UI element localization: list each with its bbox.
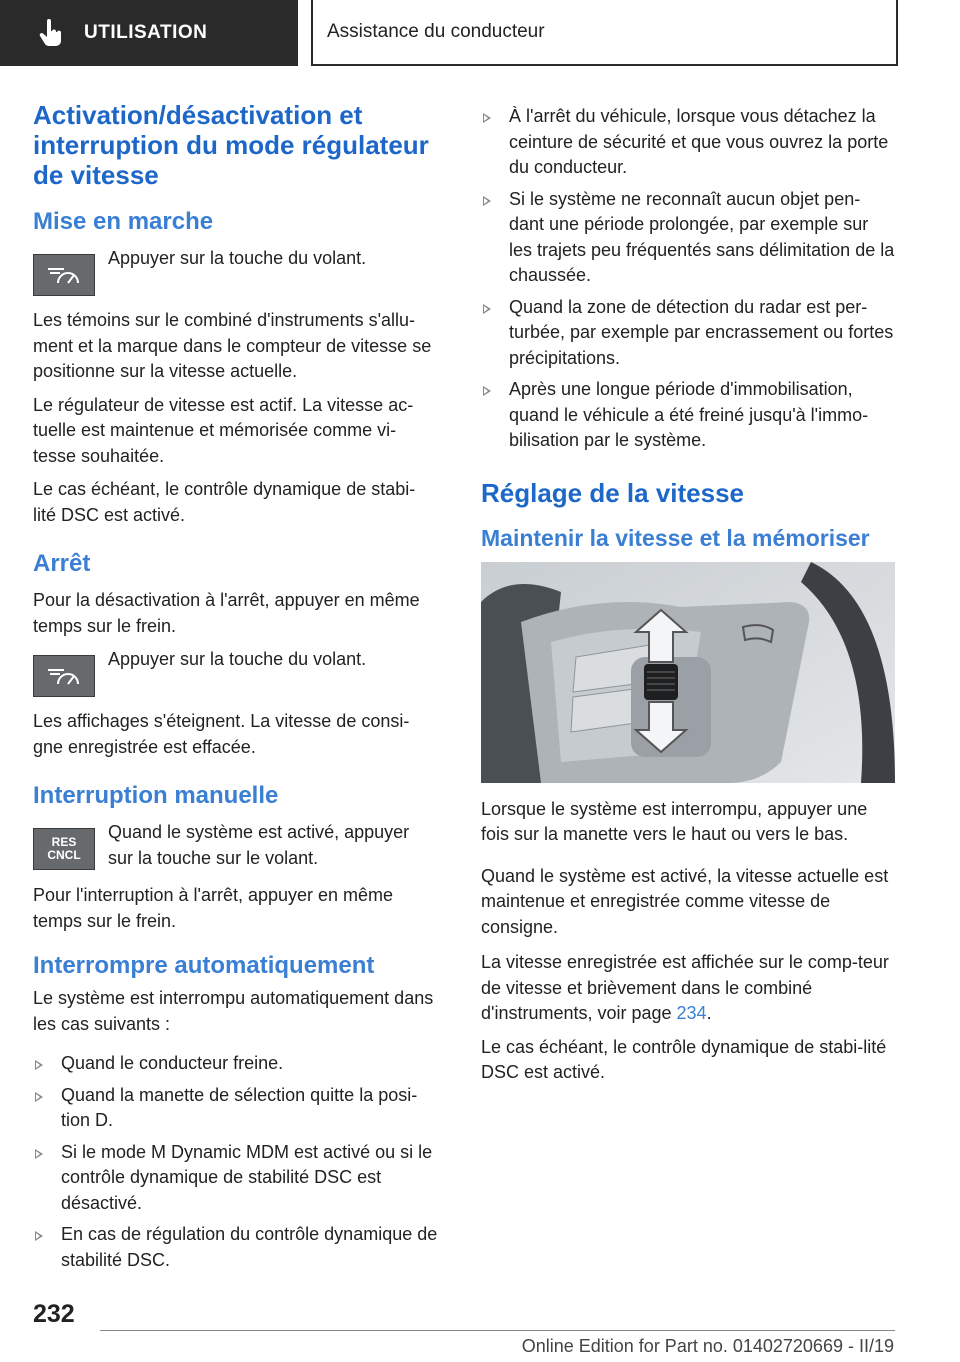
stop-button-text: Appuyer sur la touche du volant. [108, 649, 367, 669]
auto-list-left [33, 1051, 438, 1273]
steering-wheel-illustration [481, 562, 895, 783]
res-cncl-key-icon [33, 828, 95, 870]
heading-auto: Interrompre automatiquement [33, 952, 375, 979]
manual-button-row [33, 820, 438, 871]
list-item: Quand la manette de sélection quitte la posi-tion D. [33, 1083, 438, 1134]
footer-divider [100, 1330, 895, 1331]
page-link[interactable]: 234 [676, 1003, 707, 1023]
heading-manual: Interruption manuelle [33, 782, 279, 809]
subsection-label: Assistance du conducteur [327, 21, 545, 42]
stop-button-row [33, 647, 438, 697]
list-item: En cas de régulation du contrôle dynamique de stabilité DSC. [33, 1222, 438, 1273]
hand-pointer-icon [38, 19, 64, 47]
list-item: Si le mode M Dynamic MDM est activé ou si le contrôle dynamique de stabilité DSC est désactivé. [33, 1140, 438, 1217]
stop-paragraph-2: Les affichages s'éteignent. La vitesse de consi-gne enregistrée est effacée. [33, 711, 410, 757]
list-item: Après une longue période d'immobilisation, quand le véhicule a été freiné jusqu'à l'immo-bilisation par le système. [481, 377, 895, 454]
section-tab [0, 0, 298, 66]
page-number: 232 [33, 1300, 75, 1328]
keep-paragraph-2: Quand le système est activé, la vitesse actuelle est maintenue et enregistrée comme vitesse de consigne. [481, 865, 889, 937]
res-label: RES [51, 835, 77, 849]
triangle-bullet-icon [35, 1092, 43, 1102]
heading-start: Mise en marche [33, 208, 214, 235]
right-title: Réglage de la vitesse [481, 477, 745, 508]
steering-wheel-photo [481, 562, 895, 783]
triangle-bullet-icon [35, 1149, 43, 1159]
left-title: Activation/désactivation et interruption du mode régulateur de vitesse [33, 100, 429, 190]
keep-paragraph-1: Lorsque le système est interrompu, appuyer une fois sur la manette vers le haut ou vers le bas. [481, 798, 868, 844]
start-paragraph-3: Le cas échéant, le contrôle dynamique de stabi-lité DSC est activé. [33, 479, 416, 525]
heading-stop: Arrêt [33, 550, 91, 577]
triangle-bullet-icon [35, 1060, 43, 1070]
triangle-bullet-icon [35, 1231, 43, 1241]
manual-button-text: Quand le système est activé, appuyer sur la touche sur le volant. [108, 822, 410, 868]
list-item: À l'arrêt du véhicule, lorsque vous détachez la ceinture de sécurité et que vous ouvrez la porte du conducteur. [481, 104, 895, 181]
heading-keep: Maintenir la vitesse et la mémoriser [481, 524, 870, 551]
left-column [33, 100, 438, 1283]
cncl-label: CNCL [47, 848, 81, 862]
speedometer-arrow-icon [44, 664, 84, 688]
keep-paragraph-3: La vitesse enregistrée est affichée sur le comp-teur de vitesse et brièvement dans le combiné d'instruments, voir page 234. [481, 952, 889, 1023]
triangle-bullet-icon [483, 196, 491, 206]
start-paragraph-2: Le régulateur de vitesse est actif. La vitesse ac-tuelle est maintenue et mémorisée comme vi-tesse souhaitée. [33, 394, 414, 466]
auto-list-right [481, 104, 895, 454]
stop-paragraph-1: Pour la désactivation à l'arrêt, appuyer en même temps sur le frein. [33, 590, 420, 636]
manual-paragraph-1: Pour l'interruption à l'arrêt, appuyer en même temps sur le frein. [33, 885, 394, 931]
start-button-text: Appuyer sur la touche du volant. [108, 248, 367, 268]
triangle-bullet-icon [483, 386, 491, 396]
speedometer-arrow-icon [44, 263, 84, 287]
section-label: UTILISATION [84, 22, 208, 43]
right-column [481, 104, 895, 1094]
cruise-control-key-icon [33, 655, 95, 697]
list-item: Quand la zone de détection du radar est per-turbée, par exemple par encrassement ou fortes précipitations. [481, 295, 895, 372]
triangle-bullet-icon [483, 304, 491, 314]
list-item: Quand le conducteur freine. [33, 1051, 438, 1077]
triangle-bullet-icon [483, 113, 491, 123]
cruise-control-key-icon [33, 254, 95, 296]
list-item: Si le système ne reconnaît aucun objet pen-dant une période prolongée, par exemple sur les trajets peu fréquentés sans délimitation de la chaussée. [481, 187, 895, 289]
start-button-row [33, 246, 438, 296]
keep-paragraph-4: Le cas échéant, le contrôle dynamique de stabi-lité DSC est activé. [481, 1036, 887, 1082]
edition-text: Online Edition for Part no. 01402720669 - II/19 [521, 1336, 894, 1356]
auto-paragraph-1: Le système est interrompu automatiquement dans les cas suivants : [33, 988, 434, 1034]
start-paragraph-1: Les témoins sur le combiné d'instruments s'allu-ment et la marque dans le compteur de vitesse se positionne sur la vitesse actuelle. [33, 310, 432, 381]
subsection-header [311, 0, 898, 66]
